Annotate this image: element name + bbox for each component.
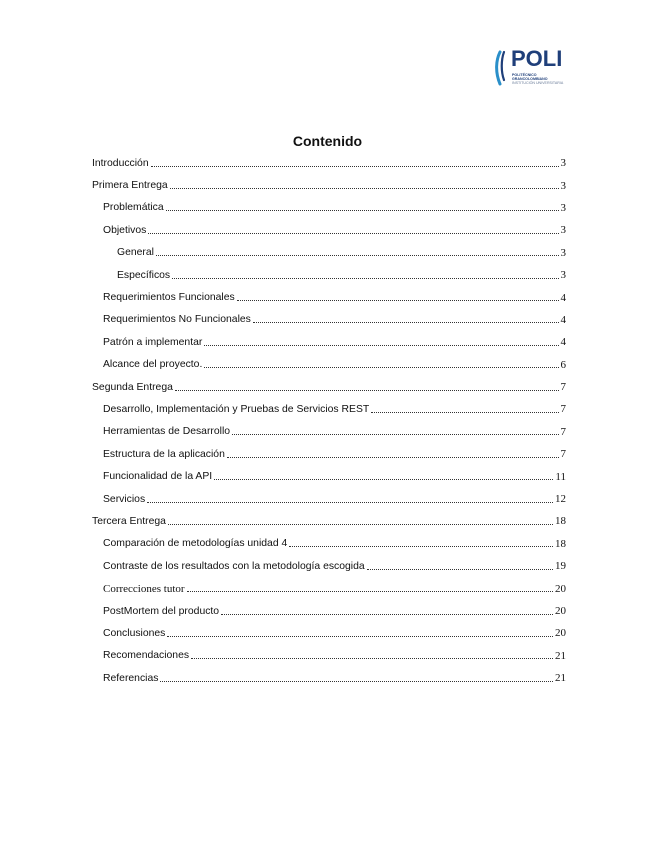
toc-entry[interactable]	[92, 510, 566, 532]
logo-subtitle-3: INSTITUCIÓN UNIVERSITARIA	[512, 81, 564, 85]
toc-entry-page: 12	[555, 493, 566, 506]
toc-entry-page: 21	[555, 649, 566, 662]
toc-entry-label: Conclusiones	[103, 627, 166, 639]
toc-entry-label: PostMortem del producto	[103, 605, 220, 617]
toc-entry-page: 18	[555, 537, 566, 550]
toc-dot-leader	[371, 412, 558, 413]
toc-entry-page: 7	[560, 403, 566, 416]
toc-entry[interactable]	[92, 398, 566, 420]
toc-dot-leader	[253, 322, 559, 323]
toc-dot-leader	[221, 614, 553, 615]
toc-entry-label: Patrón a implementar	[103, 336, 203, 348]
logo-wordmark: POLI	[511, 46, 563, 71]
toc-entry-label: Servicios	[103, 493, 146, 505]
toc-entry[interactable]	[92, 533, 566, 555]
toc-entry-page: 7	[560, 425, 566, 438]
toc-dot-leader	[367, 569, 553, 570]
toc-entry[interactable]	[92, 600, 566, 622]
toc-dot-leader	[204, 345, 558, 346]
toc-dot-leader	[232, 434, 558, 435]
toc-entry-page: 3	[560, 269, 566, 282]
toc-entry[interactable]	[92, 645, 566, 667]
toc-entry-label: Requerimientos Funcionales	[103, 292, 235, 304]
toc-entry[interactable]	[92, 488, 566, 510]
toc-entry[interactable]	[92, 197, 566, 219]
toc-entry-label: Funcionalidad de la API	[103, 471, 213, 483]
toc-entry-page: 4	[560, 291, 566, 304]
toc-entry-label: Objetivos	[103, 224, 147, 236]
toc-entry-page: 20	[555, 605, 566, 617]
toc-entry-label: Segunda Entrega	[92, 381, 173, 393]
toc-entry-page: 21	[555, 672, 566, 685]
toc-entry[interactable]	[92, 443, 566, 465]
toc-entry[interactable]	[92, 309, 566, 331]
toc-entry-label: Herramientas de Desarrollo	[103, 426, 231, 438]
toc-dot-leader	[187, 591, 553, 592]
toc-entry-page: 18	[555, 515, 566, 528]
toc-entry-page: 11	[555, 470, 566, 483]
toc-entry-label: Requerimientos No Funcionales	[103, 314, 251, 326]
toc-entry[interactable]	[92, 622, 566, 644]
toc-entry-label: Tercera Entrega	[92, 515, 166, 527]
toc-dot-leader	[156, 255, 559, 256]
toc-entry-label: Problemática	[103, 202, 164, 214]
toc-title: Contenido	[292, 133, 363, 149]
toc-dot-leader	[170, 188, 559, 189]
toc-entry-page: 3	[560, 179, 566, 192]
toc-entry-label: Referencias	[103, 672, 159, 684]
toc-entry[interactable]	[92, 152, 566, 174]
toc-entry-label: Estructura de la aplicación	[103, 448, 225, 460]
toc-dot-leader	[204, 367, 558, 368]
toc-entry[interactable]	[92, 465, 566, 487]
toc-entry[interactable]	[92, 421, 566, 443]
toc-entry-label: Correcciones tutor	[103, 582, 185, 595]
toc-entry-page: 20	[555, 627, 566, 640]
toc-entry-page: 7	[560, 381, 566, 394]
toc-entry[interactable]	[92, 242, 566, 264]
toc-dot-leader	[175, 390, 559, 391]
toc-entry[interactable]	[92, 555, 566, 577]
toc-entry-label: Contraste de los resultados con la metodología escogida	[103, 560, 365, 572]
toc-entry[interactable]	[92, 174, 566, 196]
toc-entry-label: Alcance del proyecto.	[103, 359, 203, 371]
toc-entry-page: 3	[560, 201, 566, 214]
poli-logo	[494, 46, 564, 94]
toc-dot-leader	[237, 300, 559, 301]
toc-entry[interactable]	[92, 376, 566, 398]
table-of-contents	[92, 152, 566, 689]
toc-entry-label: Específicos	[117, 269, 171, 281]
toc-dot-leader	[227, 457, 559, 458]
toc-entry-page: 6	[560, 358, 566, 371]
toc-dot-leader	[214, 479, 553, 480]
toc-entry-page: 4	[560, 313, 566, 326]
toc-entry-page: 3	[560, 246, 566, 259]
toc-dot-leader	[148, 233, 558, 234]
toc-entry-label: Comparación de metodologías unidad 4	[103, 538, 288, 550]
toc-dot-leader	[167, 636, 553, 637]
logo-subtitle-1: POLITÉCNICO	[512, 73, 537, 77]
toc-dot-leader	[191, 658, 553, 659]
toc-entry-page: 3	[560, 224, 566, 237]
toc-entry[interactable]	[92, 577, 566, 599]
toc-entry[interactable]	[92, 264, 566, 286]
poli-logo-mark-icon	[494, 50, 512, 86]
toc-entry-page: 3	[560, 157, 566, 170]
toc-entry[interactable]	[92, 286, 566, 308]
toc-entry-page: 19	[555, 560, 566, 573]
toc-dot-leader	[151, 166, 559, 167]
toc-dot-leader	[289, 546, 553, 547]
toc-dot-leader	[166, 210, 559, 211]
toc-dot-leader	[160, 681, 553, 682]
toc-entry-label: Desarrollo, Implementación y Pruebas de Servicios REST	[103, 403, 370, 415]
toc-entry[interactable]	[92, 354, 566, 376]
toc-entry[interactable]	[92, 331, 566, 353]
toc-entry-label: Recomendaciones	[103, 650, 190, 662]
toc-entry-page: 7	[560, 448, 566, 461]
toc-dot-leader	[168, 524, 553, 525]
toc-entry-label: Introducción	[92, 157, 149, 169]
toc-entry-label: General	[117, 247, 154, 259]
toc-entry[interactable]	[92, 667, 566, 689]
toc-entry-page: 4	[560, 336, 566, 349]
toc-entry-page: 20	[555, 582, 566, 595]
logo-subtitle-2: GRANCOLOMBIANO	[512, 77, 548, 81]
toc-dot-leader	[172, 278, 558, 279]
toc-entry-label: Primera Entrega	[92, 180, 168, 192]
toc-entry[interactable]	[92, 219, 566, 241]
toc-dot-leader	[147, 502, 553, 503]
